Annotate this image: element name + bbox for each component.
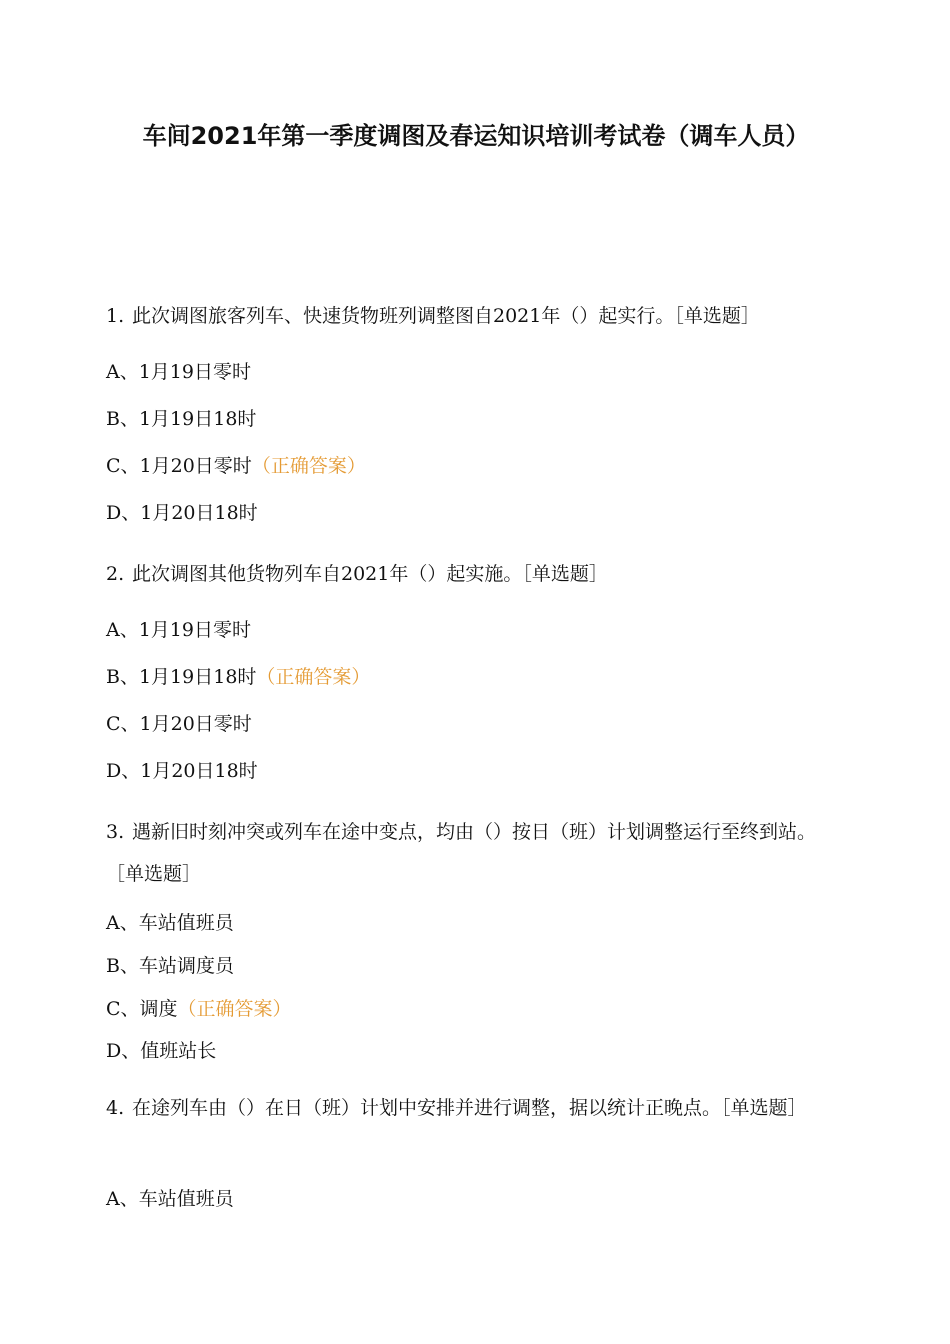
question-1 [106,295,841,337]
option-label: C、1月20日零时 [106,455,252,477]
option-1a [106,358,841,386]
question-2 [106,553,841,595]
question-text: 此次调图旅客列车、快速货物班列调整图自2021年（）起实行。［单选题］ [132,305,760,327]
question-number: 4. [106,1097,125,1119]
option-label: A、车站值班员 [106,912,234,934]
option-1b [106,405,841,433]
option-label: C、调度 [106,998,178,1020]
option-label: D、值班站长 [106,1040,217,1062]
option-3a [106,909,841,937]
option-label: C、1月20日零时 [106,713,252,735]
question-number: 3. [106,821,125,843]
option-2a [106,616,841,644]
option-label: D、1月20日18时 [106,502,258,524]
option-label: B、1月19日18时 [106,408,257,430]
option-3b [106,952,841,980]
option-2c [106,710,841,738]
correct-answer-mark: （正确答案） [177,998,292,1020]
question-number: 2. [106,563,125,585]
option-1c [106,452,841,480]
question-number: 1. [106,305,125,327]
option-label: B、车站调度员 [106,955,234,977]
option-1d [106,499,841,527]
question-text: 在途列车由（）在日（班）计划中安排并进行调整，据以统计正晚点。［单选题］ [132,1097,807,1119]
option-label: A、1月19日零时 [106,619,251,641]
question-4 [106,1087,841,1129]
option-label: A、车站值班员 [106,1188,234,1210]
page-title: 车间2021年第一季度调图及春运知识培训考试卷（调车人员） [142,122,810,150]
question-text: 遇新旧时刻冲突或列车在途中变点，均由（）按日（班）计划调整运行至终到站。［单选题］ [106,821,817,885]
option-2d [106,757,841,785]
correct-answer-mark: （正确答案） [251,455,366,477]
option-2b [106,663,841,691]
option-4a [106,1185,841,1213]
option-3c [106,995,841,1023]
question-text: 此次调图其他货物列车自2021年（）起实施。［单选题］ [132,563,608,585]
question-3 [106,811,841,895]
option-label: B、1月19日18时 [106,666,257,688]
option-3d [106,1037,841,1065]
option-label: D、1月20日18时 [106,760,258,782]
option-label: A、1月19日零时 [106,361,251,383]
correct-answer-mark: （正确答案） [256,666,371,688]
